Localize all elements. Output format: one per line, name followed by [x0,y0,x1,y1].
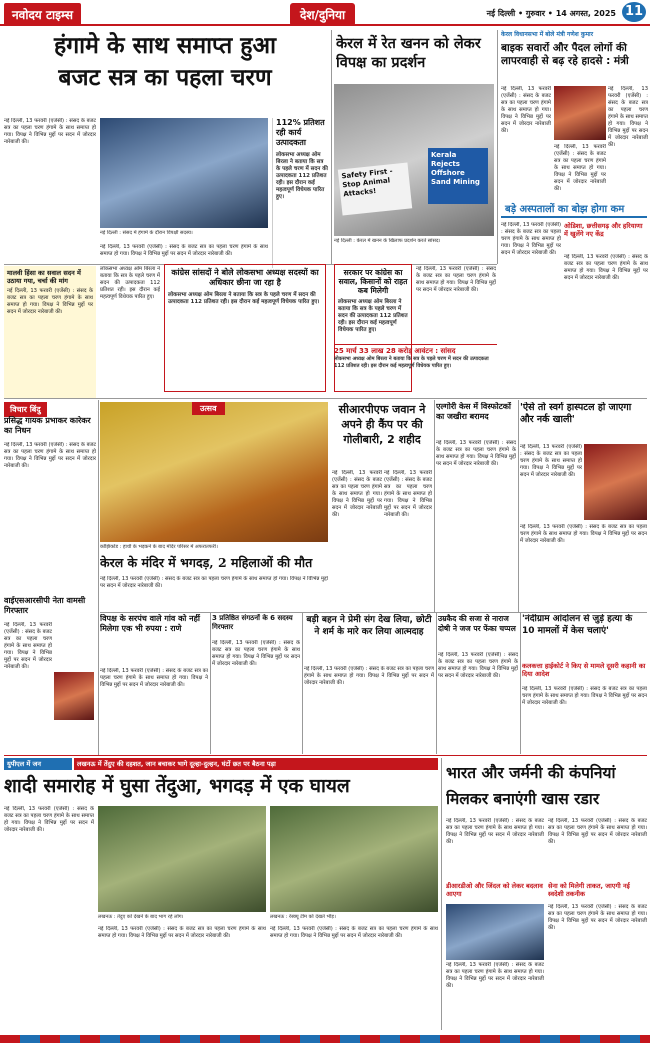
lead-continued-body: लोकसभा अध्यक्ष ओम बिरला ने बताया कि सत्र के पहले चरण में सदन की उत्पादकता 112 प्रतिशत रही। इस दौरान कई महत्वपूर्ण विधेयक पारित हुए। [100,266,160,300]
lead-headline-block [4,30,326,114]
kerala-highlight-body: लोकसभा अध्यक्ष ओम बिरला ने बताया कि सत्र के पहले चरण में सदन की उत्पादकता 112 प्रतिशत रही। इस दौरान कई महत्वपूर्ण विधेयक पारित हुए। [334,356,489,369]
column-divider [518,400,519,612]
lead-photo [100,118,268,228]
sidebar-label: विचार बिंदु [4,402,47,417]
congress-box [164,264,326,392]
crpf-headline: सीआरपीएफ जवान ने अपने ही कैंप पर की गोलीबारी, 2 शहीद [338,403,426,446]
leopard-photo-1 [98,806,266,912]
hospital-headline: बड़े अस्पतालों का बोझ होगा कम [501,202,647,218]
masthead: नवोदय टाइम्स [4,3,81,26]
lead-headline-2: बजट सत्र का पहला चरण [58,64,272,91]
congress-body: लोकसभा अध्यक्ष ओम बिरला ने बताया कि सत्र के पहले चरण में सदन की उत्पादकता 112 प्रतिशत रही। इस दौरान कई महत्वपूर्ण विधेयक पारित हुए। [168,292,320,305]
harshpur-headline: 'ऐसे तो स्वर्ग हास्पटल हो जाएगा और नर्क खाली' [520,402,632,425]
groups-body: नई दिल्ली, 13 फरवरी (एजेंसी) : संसद के बजट सत्र का पहला चरण हंगामे के साथ समाप्त हो गया। विपक्ष ने विभिन्न मुद्दों पर सदन में जोरदार नारेबाजी की। [212,640,300,667]
minister-photo [554,86,606,140]
kerala-headline: केरल में रेत खनन को लेकर विपक्ष का प्रदर्शन [336,35,481,71]
column-divider [98,400,99,755]
leopard-photo-2 [270,806,438,912]
temple-body: नई दिल्ली, 13 फरवरी (एजेंसी) : संसद के बजट सत्र का पहला चरण हंगामे के साथ समाप्त हो गया। विपक्ष ने विभिन्न मुद्दों पर सदन में जोरदार नारेबाजी की। [100,576,328,589]
court-headline: उम्रकैद की सजा से नाराज दोषी ने जज पर फेंका चप्पल [438,614,516,633]
column-divider [331,30,332,264]
protest-sign-2: Kerala Rejects Offshore Sand Mining [428,148,488,204]
leopard-body-2: नई दिल्ली, 13 फरवरी (एजेंसी) : संसद के बजट सत्र का पहला चरण हंगामे के साथ समाप्त हो गया। विपक्ष ने विभिन्न मुद्दों पर सदन में जोरदार नारेबाजी की। [98,926,266,939]
hospital-body-2: नई दिल्ली, 13 फरवरी (एजेंसी) : संसद के बजट सत्र का पहला चरण हंगामे के साथ समाप्त हो गया। विपक्ष ने विभिन्न मुद्दों पर सदन में जोरदार नारेबाजी की। [564,254,648,281]
sidebar-body: नई दिल्ली, 13 फरवरी (एजेंसी) : संसद के बजट सत्र का पहला चरण हंगामे के साथ समाप्त हो गया। विपक्ष ने विभिन्न मुद्दों पर सदन में जोरदार नारेबाजी की। [4,442,96,469]
bottom-kicker-box: युपीएल में जन [4,758,72,770]
radar-sub-1: डीआरडीओ और जिंदल को लेकर बदलाव आएगा [446,882,543,898]
lead-stat-body: लोकसभा अध्यक्ष ओम बिरला ने बताया कि सत्र के पहले चरण में सदन की उत्पादकता 112 प्रतिशत रही। इस दौरान कई महत्वपूर्ण विधेयक पारित हुए। [276,152,328,200]
farmer-body: लोकसभा अध्यक्ष ओम बिरला ने बताया कि सत्र के पहले चरण में सदन की उत्पादकता 112 प्रतिशत रही। इस दौरान कई महत्वपूर्ण विधेयक पारित हुए। [338,299,408,333]
blast-body: नई दिल्ली, 13 फरवरी (एजेंसी) : संसद के बजट सत्र का पहला चरण हंगामे के साथ समाप्त हो गया। विपक्ष ने विभिन्न मुद्दों पर सदन में जोरदार नारेबाजी की। [436,440,516,467]
kerala-highlight-box [334,344,497,392]
crpf-body-2: नई दिल्ली, 13 फरवरी (एजेंसी) : संसद के बजट सत्र का पहला चरण हंगामे के साथ समाप्त हो गया। विपक्ष ने विभिन्न मुद्दों पर सदन में जोरदार नारेबाजी की। [384,470,432,518]
sidebar-item-2: वाईएसआरसीपी नेता वामसी गिरफ्तार [4,596,86,615]
lead-photo-caption: नई दिल्ली : संसद में हंगामे के दौरान विपक्षी सदस्य। [100,230,193,236]
column-divider [434,400,435,612]
groups-headline: 3 प्रतिष्ठित संगठनों के 6 सदस्य गिरफ्तार [212,614,293,631]
temple-caption: कोझिकोड : हाथी के भड़कने के बाद मंदिर परिसर में अफरातफरी। [100,544,218,550]
love-headline: बड़ी बहन ने प्रेमी संग देख लिया, छोटी ने शर्म के मारे कर लिया आत्मदाह [306,615,432,637]
sidebar-title: प्रसिद्ध गायक प्रभाकर कारेकर का निधन [4,416,91,435]
column-divider [436,612,437,754]
radar-headline: भारत और जर्मनी की कंपनियां मिलकर बनाएंगी खास रडार [446,763,616,808]
kerala-body: नई दिल्ली, 13 फरवरी (एजेंसी) : संसद के बजट सत्र का पहला चरण हंगामे के साथ समाप्त हो गया। विपक्ष ने विभिन्न मुद्दों पर सदन में जोरदार नारेबाजी की। [416,266,496,293]
left-box-headline: मालवी हिंसा का सवाल सदन में उठाया गया, चर्चा की मांग [7,269,81,285]
footer-bar [0,1035,650,1043]
farmer-headline: सरकार पर कांग्रेस का सवाल, किसानों को राहत कब मिलेगी [338,268,408,295]
rane-body: नई दिल्ली, 13 फरवरी (एजेंसी) : संसद के बजट सत्र का पहला चरण हंगामे के साथ समाप्त हो गया। विपक्ष ने विभिन्न मुद्दों पर सदन में जोरदार नारेबाजी की। [100,668,208,688]
nandigram-body: नई दिल्ली, 13 फरवरी (एजेंसी) : संसद के बजट सत्र का पहला चरण हंगामे के साथ समाप्त हो गया। विपक्ष ने विभिन्न मुद्दों पर सदन में जोरदार नारेबाजी की। [522,686,647,706]
harshpur-photo [584,444,647,520]
rane-headline: विपक्ष के सरपंच वाले गांव को नहीं मिलेगा एक भी रुपया : राणे [100,614,200,633]
nandigram-sub: कलकत्ता हाईकोर्ट ने किए से मामले दूसरी कहानी का दिया आदेश [522,662,646,678]
radar-sub-2: सेना को मिलेगी ताकत, जाएगी नई स्वदेशी तकनीक [548,882,630,898]
leopard-caption-1: लखनऊ : तेंदुए को देखने के बाद भाग रहे लोग। [98,914,184,920]
section-label: देश/दुनिया [290,3,355,26]
radar-body: नई दिल्ली, 13 फरवरी (एजेंसी) : संसद के बजट सत्र का पहला चरण हंगामे के साथ समाप्त हो गया। विपक्ष ने विभिन्न मुद्दों पर सदन में जोरदार नारेबाजी की। [446,818,544,845]
temple-headline: केरल के मंदिर में भगदड़, 2 महिलाओं की मौत [100,555,313,570]
kerala-caption: नई दिल्ली : केरल में खनन के खिलाफ प्रदर्शन करते सांसद। [334,238,441,244]
temple-photo [100,402,328,542]
hospital-body: नई दिल्ली, 13 फरवरी (एजेंसी) : संसद के बजट सत्र का पहला चरण हंगामे के साथ समाप्त हो गया। विपक्ष ने विभिन्न मुद्दों पर सदन में जोरदार नारेबाजी की। [501,222,561,256]
kerala-highlight: 25 मार्च 33 लाख 28 करोड़ आवंटन : सांसद [334,347,456,355]
sidebar-photo [54,672,94,720]
leopard-body-3: नई दिल्ली, 13 फरवरी (एजेंसी) : संसद के बजट सत्र का पहला चरण हंगामे के साथ समाप्त हो गया। विपक्ष ने विभिन्न मुद्दों पर सदन में जोरदार नारेबाजी की। [270,926,438,939]
radar-body-4: नई दिल्ली, 13 फरवरी (एजेंसी) : संसद के बजट सत्र का पहला चरण हंगामे के साथ समाप्त हो गया। विपक्ष ने विभिन्न मुद्दों पर सदन में जोरदार नारेबाजी की। [548,904,647,931]
leopard-headline: शादी समारोह में घुसा तेंदुआ, भगदड़ में एक घायल [4,775,350,797]
row-divider [100,612,647,613]
column-divider [497,30,498,264]
lead-stat-box [272,118,328,268]
protest-sign-1: Safety First - Stop Animal Attacks! [338,162,412,215]
left-news-box [4,266,96,398]
leopard-caption-2: लखनऊ : रेस्क्यू टीम को देखते भीड़। [270,914,336,920]
left-box-body: नई दिल्ली, 13 फरवरी (एजेंसी) : संसद के बजट सत्र का पहला चरण हंगामे के साथ समाप्त हो गया। विपक्ष ने विभिन्न मुद्दों पर सदन में जोरदार नारेबाजी की। [7,288,93,315]
lead-stat: 112% प्रतिशत रही कार्य उत्पादकता [276,118,325,147]
blast-headline: एल्गोरी केस में विस्फोटकों का जखीरा बरामद [436,402,511,421]
column-divider [210,612,211,754]
love-body: नई दिल्ली, 13 फरवरी (एजेंसी) : संसद के बजट सत्र का पहला चरण हंगामे के साथ समाप्त हो गया। विपक्ष ने विभिन्न मुद्दों पर सदन में जोरदार नारेबाजी की। [304,666,434,686]
court-body: नई दिल्ली, 13 फरवरी (एजेंसी) : संसद के बजट सत्र का पहला चरण हंगामे के साथ समाप्त हो गया। विपक्ष ने विभिन्न मुद्दों पर सदन में जोरदार नारेबाजी की। [438,652,518,679]
bike-headline: बाइक सवारों और पैदल लोगों की लापरवाही से बढ़ रहे हादसे : मंत्री [501,42,629,67]
kerala-photo [334,84,494,236]
temple-banner: उत्सव [192,402,225,415]
bike-body-2: नई दिल्ली, 13 फरवरी (एजेंसी) : संसद के बजट सत्र का पहला चरण हंगामे के साथ समाप्त हो गया। विपक्ष ने विभिन्न मुद्दों पर सदन में जोरदार नारेबाजी की। [608,86,648,148]
harshpur-body-2: नई दिल्ली, 13 फरवरी (एजेंसी) : संसद के बजट सत्र का पहला चरण हंगामे के साथ समाप्त हो गया। विपक्ष ने विभिन्न मुद्दों पर सदन में जोरदार नारेबाजी की। [520,524,647,544]
congress-headline: कांग्रेस सांसदों ने बोले लोकसभा अध्यक्ष सदस्यों का अधिकार छीना जा रहा है [171,268,319,287]
bike-kicker: केरल विधानसभा में बोले मंत्री गणेश कुमार [501,31,594,38]
hospital-sub: ओडिशा, छत्तीसगढ़ और हरियाणा में खुलेंगे नए केंद्र [564,222,643,238]
column-divider [302,612,303,754]
bike-body-3: नई दिल्ली, 13 फरवरी (एजेंसी) : संसद के बजट सत्र का पहला चरण हंगामे के साथ समाप्त हो गया। विपक्ष ने विभिन्न मुद्दों पर सदन में जोरदार नारेबाजी की। [554,144,606,192]
sidebar-body-2: नई दिल्ली, 13 फरवरी (एजेंसी) : संसद के बजट सत्र का पहला चरण हंगामे के साथ समाप्त हो गया। विपक्ष ने विभिन्न मुद्दों पर सदन में जोरदार नारेबाजी की। [4,622,52,670]
radar-body-3: नई दिल्ली, 13 फरवरी (एजेंसी) : संसद के बजट सत्र का पहला चरण हंगामे के साथ समाप्त हो गया। विपक्ष ने विभिन्न मुद्दों पर सदन में जोरदार नारेबाजी की। [446,962,544,989]
page-date: नई दिल्ली • गुरुवार • 14 अगस्त, 2025 [486,9,616,18]
leopard-body: नई दिल्ली, 13 फरवरी (एजेंसी) : संसद के बजट सत्र का पहला चरण हंगामे के साथ समाप्त हो गया। विपक्ष ने विभिन्न मुद्दों पर सदन में जोरदार नारेबाजी की। [4,806,94,833]
bike-body: नई दिल्ली, 13 फरवरी (एजेंसी) : संसद के बजट सत्र का पहला चरण हंगामे के साथ समाप्त हो गया। विपक्ष ने विभिन्न मुद्दों पर सदन में जोरदार नारेबाजी की। [501,86,551,134]
page-header [0,0,650,26]
column-divider [441,758,442,1030]
radar-body-2: नई दिल्ली, 13 फरवरी (एजेंसी) : संसद के बजट सत्र का पहला चरण हंगामे के साथ समाप्त हो गया। विपक्ष ने विभिन्न मुद्दों पर सदन में जोरदार नारेबाजी की। [548,818,647,845]
lead-body: नई दिल्ली, 13 फरवरी (एजेंसी) : संसद के बजट सत्र का पहला चरण हंगामे के साथ समाप्त हो गया। विपक्ष ने विभिन्न मुद्दों पर सदन में जोरदार नारेबाजी की। [4,118,96,145]
page-number: 11 [622,2,646,22]
row-divider [4,398,647,399]
lead-headline-1: हंगामे के साथ समाप्त हुआ [54,32,276,59]
harshpur-body: नई दिल्ली, 13 फरवरी (एजेंसी) : संसद के बजट सत्र का पहला चरण हंगामे के साथ समाप्त हो गया। विपक्ष ने विभिन्न मुद्दों पर सदन में जोरदार नारेबाजी की। [520,444,582,478]
nandigram-headline: 'नंदीग्राम आंदोलन से जुड़े हत्या के 10 मामलों में केस चलाएं' [522,614,633,636]
lead-body-2: नई दिल्ली, 13 फरवरी (एजेंसी) : संसद के बजट सत्र का पहला चरण हंगामे के साथ समाप्त हो गया। विपक्ष ने विभिन्न मुद्दों पर सदन में जोरदार नारेबाजी की। [100,244,268,257]
bottom-kicker: लखनऊ में तेंदुए की दहशत, जान बचाकर भागे दूल्हा-दुल्हन, घंटों छत पर बैठना पड़ा [74,758,438,770]
radar-photo [446,904,544,960]
row-divider [4,755,647,756]
column-divider [520,612,521,754]
lead-continued [100,266,160,396]
crpf-body: नई दिल्ली, 13 फरवरी (एजेंसी) : संसद के बजट सत्र का पहला चरण हंगामे के साथ समाप्त हो गया। विपक्ष ने विभिन्न मुद्दों पर सदन में जोरदार नारेबाजी की। [332,470,382,518]
